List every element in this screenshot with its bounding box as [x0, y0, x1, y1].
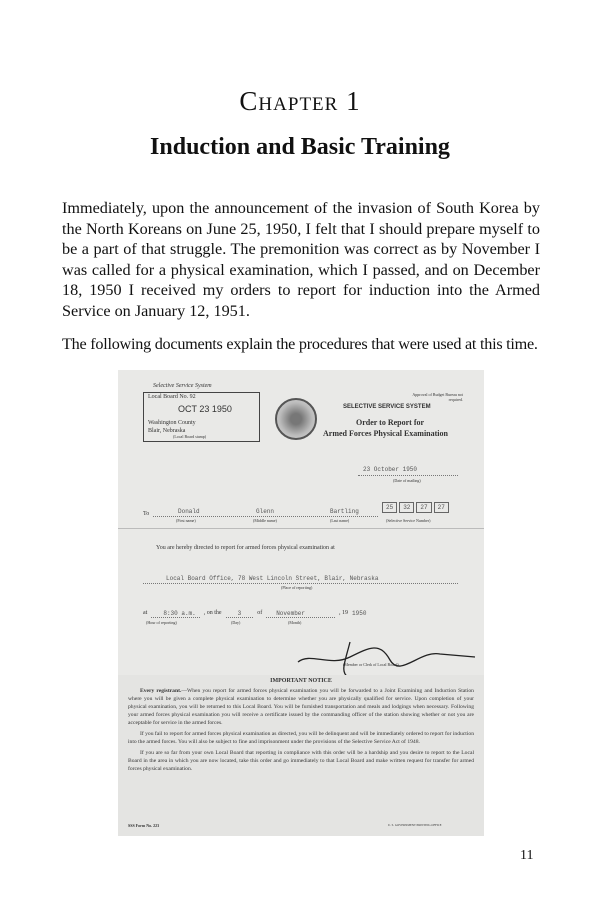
important-notice [118, 675, 484, 836]
caption: (Month) [288, 620, 302, 625]
stamp-date: OCT 23 1950 [178, 404, 232, 414]
chapter-label: Chapter 1 [239, 86, 361, 116]
printer-note: U. S. GOVERNMENT PRINTING OFFICE [388, 823, 442, 827]
stamp-caption: (Local Board stamp) [173, 434, 207, 439]
directive-text: You are hereby directed to report for armed forces physical examination at [156, 545, 335, 551]
selective-service-seal-icon [275, 398, 317, 440]
at-label: at [143, 610, 148, 616]
mailing-date: 23 October 1950 [363, 466, 418, 473]
ss-digit: 27 [416, 502, 431, 513]
caption: (First name) [176, 518, 196, 523]
first-name: Donald [178, 508, 200, 515]
stamp-county: Washington County [148, 420, 196, 426]
report-year: 1950 [352, 610, 367, 617]
body-paragraph: Immediately, upon the announcement of the invasion of South Korea by the North Koreans on June 25, 1950, I felt that I should prepare myself to be a part of that struggle. The premonition was correct as by November I was called for a physical examination, which I passed, and on December 18, 1950 I received my orders to report for induction into the Armed Service on January 12, 1951. [62, 199, 540, 320]
on-the-label: , on the [203, 610, 222, 616]
approval-note: Approval of Budget Bureau not required. [412, 392, 463, 402]
body-paragraph: The following documents explain the procedures that were used at this time. [62, 335, 538, 353]
notice-paragraph: —When you report for armed forces physical examination you will be forwarded to a Joint Examining and Induction Station where you will be given a complete physical examination to determine whether you are physically qualified for service. Upon completion of your physical examination, you will be returned to this Local Board. You will be furnished transportation and meals and lodgings when necessary. Following your armed forces physical examination you will receive a certificate issued by the commanding officer of the station showing whether or not you are acceptable for service in the armed forces. [128, 688, 474, 726]
ss-digit: 27 [434, 502, 449, 513]
ss-digit: 32 [399, 502, 414, 513]
notice-lead: Every registrant. [140, 688, 182, 694]
report-day: 3 [226, 610, 254, 618]
stamp-city: Blair, Nebraska [148, 428, 186, 434]
ss-digit: 25 [382, 502, 397, 513]
caption: (Last name) [330, 518, 350, 523]
stamp-board: Local Board No. 92 [148, 394, 196, 400]
page-number: 11 [520, 848, 534, 863]
notice-paragraph: If you are so far from your own Local Board that reporting in compliance with this order will be a hardship and you desire to report to the Local Board in the area in which you are now located, take this order and go immediately to that Local Board and make written request for transfer for armed forces physical examination. [128, 750, 474, 772]
middle-name: Glenn [256, 508, 275, 515]
agency-name: SELECTIVE SERVICE SYSTEM [343, 404, 431, 410]
report-month: November [266, 610, 335, 618]
to-label: To [143, 511, 150, 517]
reporting-place: Local Board Office, 78 West Lincoln Street, Blair, Nebraska [166, 575, 379, 582]
scanned-induction-order [118, 370, 484, 836]
form-number: SSS Form No. 223 [128, 823, 160, 828]
caption: (Selective Service Number) [386, 518, 431, 523]
notice-paragraph: If you fail to report for armed forces physical examination as directed, you will be delinquent and will be immediately ordered to report for induction into the armed forces. You will also be subject to fine and imprisonment under the provisions of the Selective Service Act of 1948. [128, 731, 474, 745]
year-prefix: , 19 [339, 610, 349, 616]
stamp-header: Selective Service System [153, 383, 212, 389]
of-label: of [257, 610, 263, 616]
form-title: Armed Forces Physical Examination [323, 429, 448, 438]
caption: (Day) [231, 620, 241, 625]
ss-number-boxes [382, 502, 449, 513]
form-title: Order to Report for [356, 418, 425, 427]
reporting-time-line [143, 610, 366, 618]
caption: (Hour of reporting) [146, 620, 177, 625]
notice-title: IMPORTANT NOTICE [270, 678, 332, 684]
caption: (Member or Clerk of Local Board) [343, 662, 399, 667]
mailing-caption: (Date of mailing) [393, 478, 421, 483]
caption: (Middle name) [253, 518, 277, 523]
caption: (Place of reporting) [281, 585, 313, 590]
signature-icon [290, 632, 480, 680]
chapter-title: Induction and Basic Training [150, 134, 450, 160]
last-name: Bartling [330, 508, 359, 515]
report-time: 8:30 a.m. [151, 610, 199, 618]
